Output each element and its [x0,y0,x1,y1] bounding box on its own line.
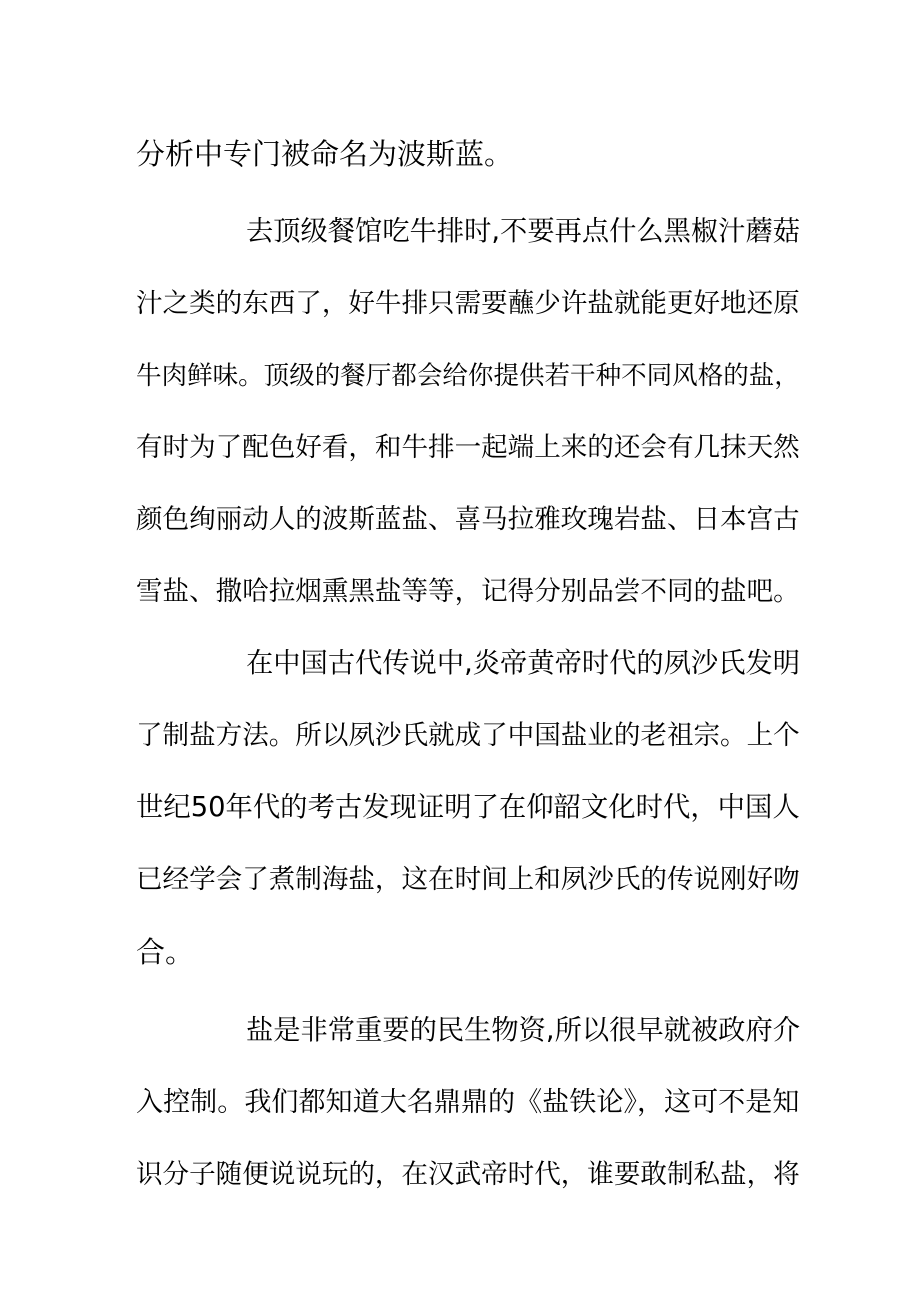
text-line: 汁之类的东西了，好牛排只需要蘸少许盐就能更好地还原 [136,288,800,319]
text-line: 入控制。我们都知道大名鼎鼎的《盐铁论》，这可不是知 [136,1087,800,1118]
paragraph-start-line: 在中国古代传说中,炎帝黄帝时代的夙沙氏发明 [246,648,800,679]
paragraph-start-line: 去顶级餐馆吃牛排时,不要再点什么黑椒汁蘑菇 [246,216,800,247]
text-line: 雪盐、撒哈拉烟熏黑盐等等，记得分别品尝不同的盐吧。 [136,576,800,607]
text-line: 有时为了配色好看，和牛排一起端上来的还会有几抹天然 [136,432,800,463]
text-line: 世纪50年代的考古发现证明了在仰韶文化时代，中国人 [136,792,800,823]
text-line: 了制盐方法。所以夙沙氏就成了中国盐业的老祖宗。上个 [136,720,800,751]
text-line: 分析中专门被命名为波斯蓝。 [136,137,514,171]
paragraph-start-line: 盐是非常重要的民生物资,所以很早就被政府介 [246,1015,800,1046]
text-line: 已经学会了煮制海盐，这在时间上和夙沙氏的传说刚好吻 [136,864,800,895]
text-line: 识分子随便说说玩的，在汉武帝时代，谁要敢制私盐，将 [136,1159,800,1190]
text-line: 合。 [136,935,195,969]
text-line: 颜色绚丽动人的波斯蓝盐、喜马拉雅玫瑰岩盐、日本宫古 [136,504,800,535]
text-line: 牛肉鲜味。顶级的餐厅都会给你提供若干种不同风格的盐， [136,361,800,391]
